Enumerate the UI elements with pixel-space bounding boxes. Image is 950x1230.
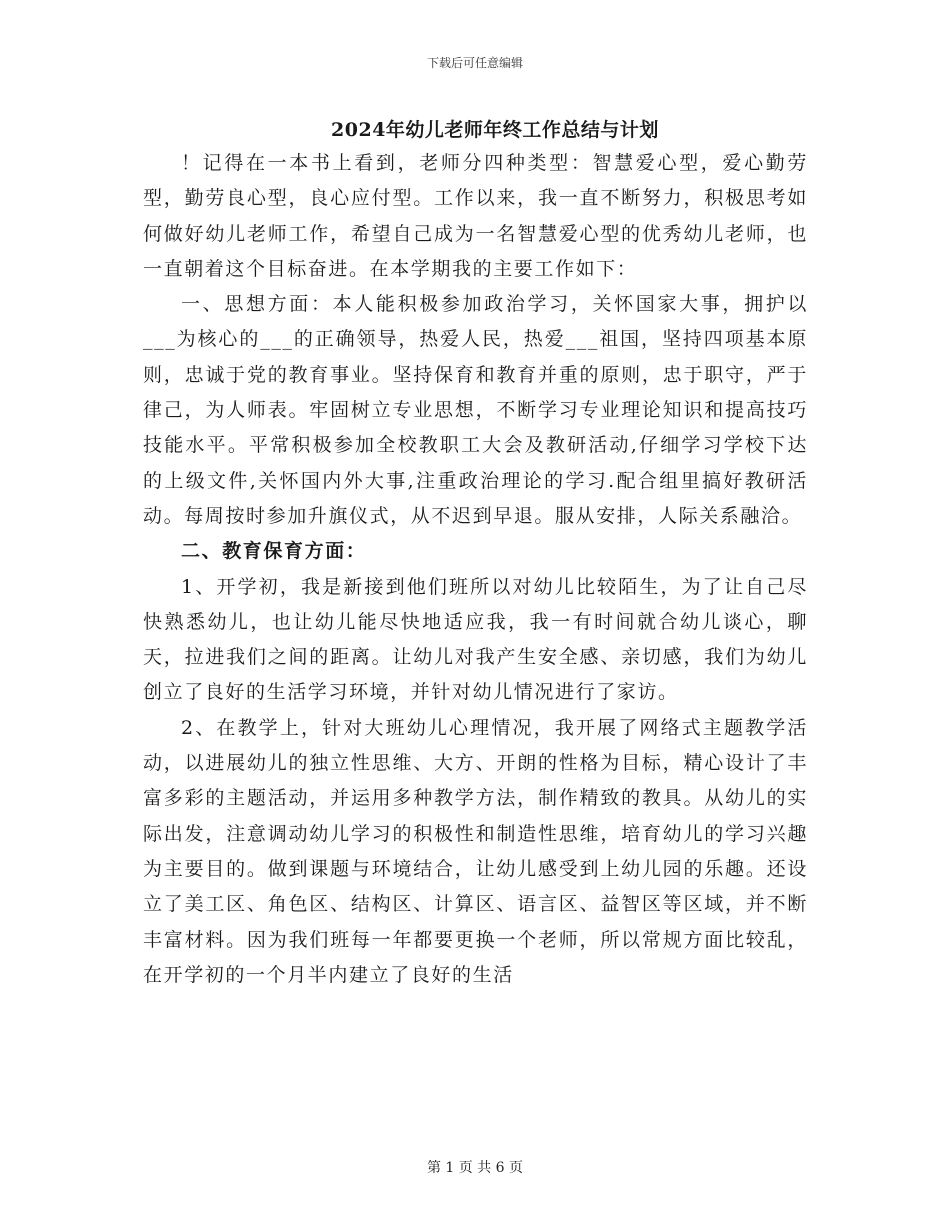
page-number: 第 1 页 共 6 页	[426, 1160, 524, 1176]
paragraph-intro: ！记得在一本书上看到，老师分四种类型：智慧爱心型，爱心勤劳型，勤劳良心型，良心应付型。工作以来，我一直不断努力，积极思考如何做好幼儿老师工作，希望自己成为一名智慧爱心型的优秀幼儿老师，也一直朝着这个目标奋进。在本学期我的主要工作如下：	[143, 152, 808, 280]
document-title: 2024年幼儿老师年终工作总结与计划	[331, 119, 659, 141]
paragraph-ideology: 一、思想方面：本人能积极参加政治学习，关怀国家大事，拥护以___为核心的___的正确领导，热爱人民，热爱___祖国，坚持四项基本原则，忠诚于党的教育事业。坚持保育和教育并重的原则，忠于职守，严于律己，为人师表。牢固树立专业思想，不断学习专业理论知识和提高技巧技能水平。平常积极参加全校教职工大会及教研活动,仔细学习学校下达的上级文件,关怀国内外大事,注重政治理论的学习.配合组里搞好教研活动。每周按时参加升旗仪式，从不迟到早退。服从安排，人际关系融洽。	[143, 293, 808, 527]
paragraph-item-2: 2、在教学上，针对大班幼儿心理情况，我开展了网络式主题教学活动，以进展幼儿的独立性思维、大方、开朗的性格为目标，精心设计了丰富多彩的主题活动，并运用多种教学方法，制作精致的教具。从幼儿的实际出发，注意调动幼儿学习的积极性和制造性思维，培育幼儿的学习兴趣为主要目的。做到课题与环境结合，让幼儿感受到上幼儿园的乐趣。还设立了美工区、角色区、结构区、计算区、语言区、益智区等区域，并不断丰富材料。因为我们班每一年都要更换一个老师，所以常规方面比较乱，在开学初的一个月半内建立了良好的生活	[143, 716, 808, 986]
header-note: 下载后可任意编辑	[426, 56, 523, 70]
paragraph-item-1: 1、开学初，我是新接到他们班所以对幼儿比较陌生，为了让自己尽快熟悉幼儿，也让幼儿能尽快地适应我，我一有时间就合幼儿谈心，聊天，拉进我们之间的距离。让幼儿对我产生安全感、亲切感，我们为幼儿创立了良好的生活学习环境，并针对幼儿情况进行了家访。	[143, 575, 808, 704]
section-heading-education: 二、教育保育方面：	[181, 540, 367, 563]
document-body	[143, 146, 808, 993]
